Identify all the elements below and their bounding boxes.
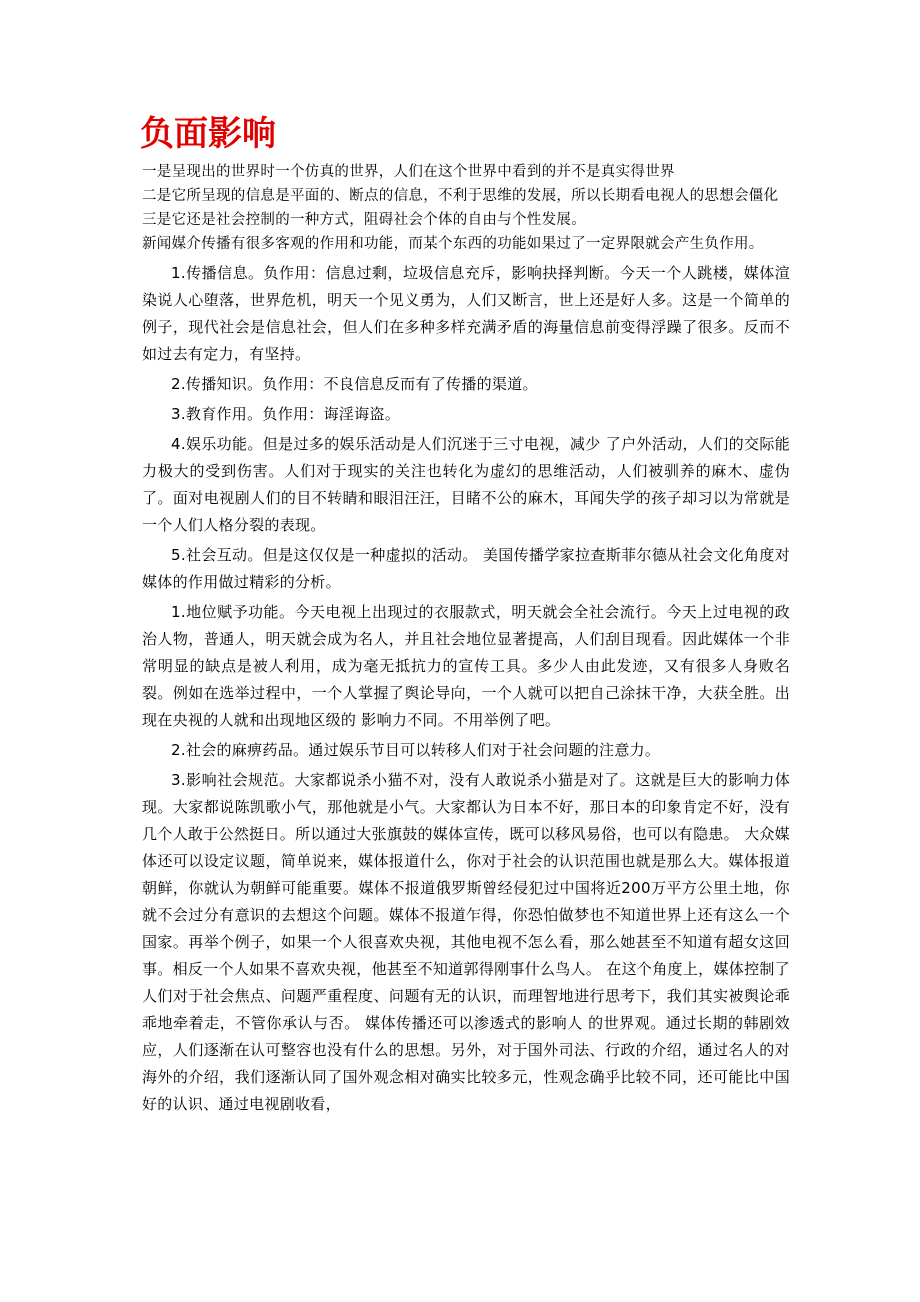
- paragraph: 2.社会的麻痹药品。通过娱乐节目可以转移人们对于社会问题的注意力。: [171, 741, 661, 759]
- intro-line: 一是呈现出的世界时一个仿真的世界，人们在这个世界中看到的并不是真实得世界: [142, 164, 675, 180]
- paragraph: 5.社会互动。但是这仅仅是一种虚拟的活动。 美国传播学家拉查斯菲尔德从社会文化角度对媒体的作用做过精彩的分析。: [142, 546, 790, 591]
- paragraph: 3.影响社会规范。大家都说杀小猫不对，没有人敢说杀小猫是对了。这就是巨大的影响力体现。大家都说陈凯歌小气，那他就是小气。大家都认为日本不好，那日本的印象肯定不好，没有几个人敢于公然挺日。所以通过大张旗鼓的媒体宣传，既可以移风易俗，也可以有隐患。 大众媒体还可以设定议题，简单说来，媒体报道什么，你对于社会的认识范围也就是那么大。媒体报道朝鲜，你就认为朝鲜可能重要。媒体不报道俄罗斯曾经侵犯过中国将近200万平方公里土地，你就不会过分有意识的去想这个问题。媒体不报道乍得，你恐怕做梦也不知道世界上还有这么一个国家。再举个例子，如果一个人很喜欢央视，其他电视不怎么看，那么她甚至不知道有超女这回事。相反一个人如果不喜欢央视，他甚至不知道郭得刚事什么鸟人。 在这个角度上，媒体控制了人们对于社会焦点、问题严重程度、问题有无的认识，而理智地进行思考下，我们其实被舆论乖乖地牵着走，不管你承认与否。 媒体传播还可以渗透式的影响人 的世界观。通过长期的韩剧效应，人们逐渐在认可整容也没有什么的思想。另外，对于国外司法、行政的介绍，通过名人的对海外的介绍，我们逐渐认同了国外观念相对确实比较多元，性观念确乎比较不同，还可能比中国好的认识、通过电视剧收看，: [142, 771, 790, 1113]
- intro-line: 新闻媒介传播有很多客观的作用和功能，而某个东西的功能如果过了一定界限就会产生负作用。: [142, 236, 764, 252]
- paragraph: 3.教育作用。负作用：诲淫诲盗。: [171, 405, 401, 423]
- paragraph: 1.传播信息。负作用：信息过剩，垃圾信息充斥，影响抉择判断。今天一个人跳楼，媒体渲染说人心堕落，世界危机，明天一个见义勇为，人们又断言，世上还是好人多。这是一个简单的例子，现代社会是信息社会，但人们在多种多样充满矛盾的海量信息前变得浮躁了很多。反而不如过去有定力，有坚持。: [142, 264, 790, 363]
- paragraph: 2.传播知识。负作用：不良信息反而有了传播的渠道。: [171, 375, 538, 393]
- intro-line: 二是它所呈现的信息是平面的、断点的信息，不利于思维的发展，所以长期看电视人的思想会僵化: [142, 188, 779, 204]
- paragraph: 4.娱乐功能。但是过多的娱乐活动是人们沉迷于三寸电视，减少 了户外活动，人们的交际能力极大的受到伤害。人们对于现实的关注也转化为虚幻的思维活动，人们被驯养的麻木、虚伪了。面对电视剧人们的目不转睛和眼泪汪汪，目睹不公的麻木，耳闻失学的孩子却习以为常就是一个人们人格分裂的表现。: [142, 435, 790, 534]
- intro-line: 三是它还是社会控制的一种方式，阻碍社会个体的自由与个性发展。: [142, 212, 586, 228]
- paragraph: 1.地位赋予功能。今天电视上出现过的衣服款式，明天就会全社会流行。今天上过电视的政治人物，普通人，明天就会成为名人，并且社会地位显著提高，人们刮目现看。因此媒体一个非常明显的缺点是被人利用，成为毫无抵抗力的宣传工具。多少人由此发迹，又有很多人身败名裂。例如在选举过程中，一个人掌握了舆论导向，一个人就可以把自己涂抹干净，大获全胜。出现在央视的人就和出现地区级的 影响力不同。不用举例了吧。: [142, 603, 790, 729]
- document-body: [142, 160, 790, 1118]
- page-title: 负面影响: [140, 114, 276, 154]
